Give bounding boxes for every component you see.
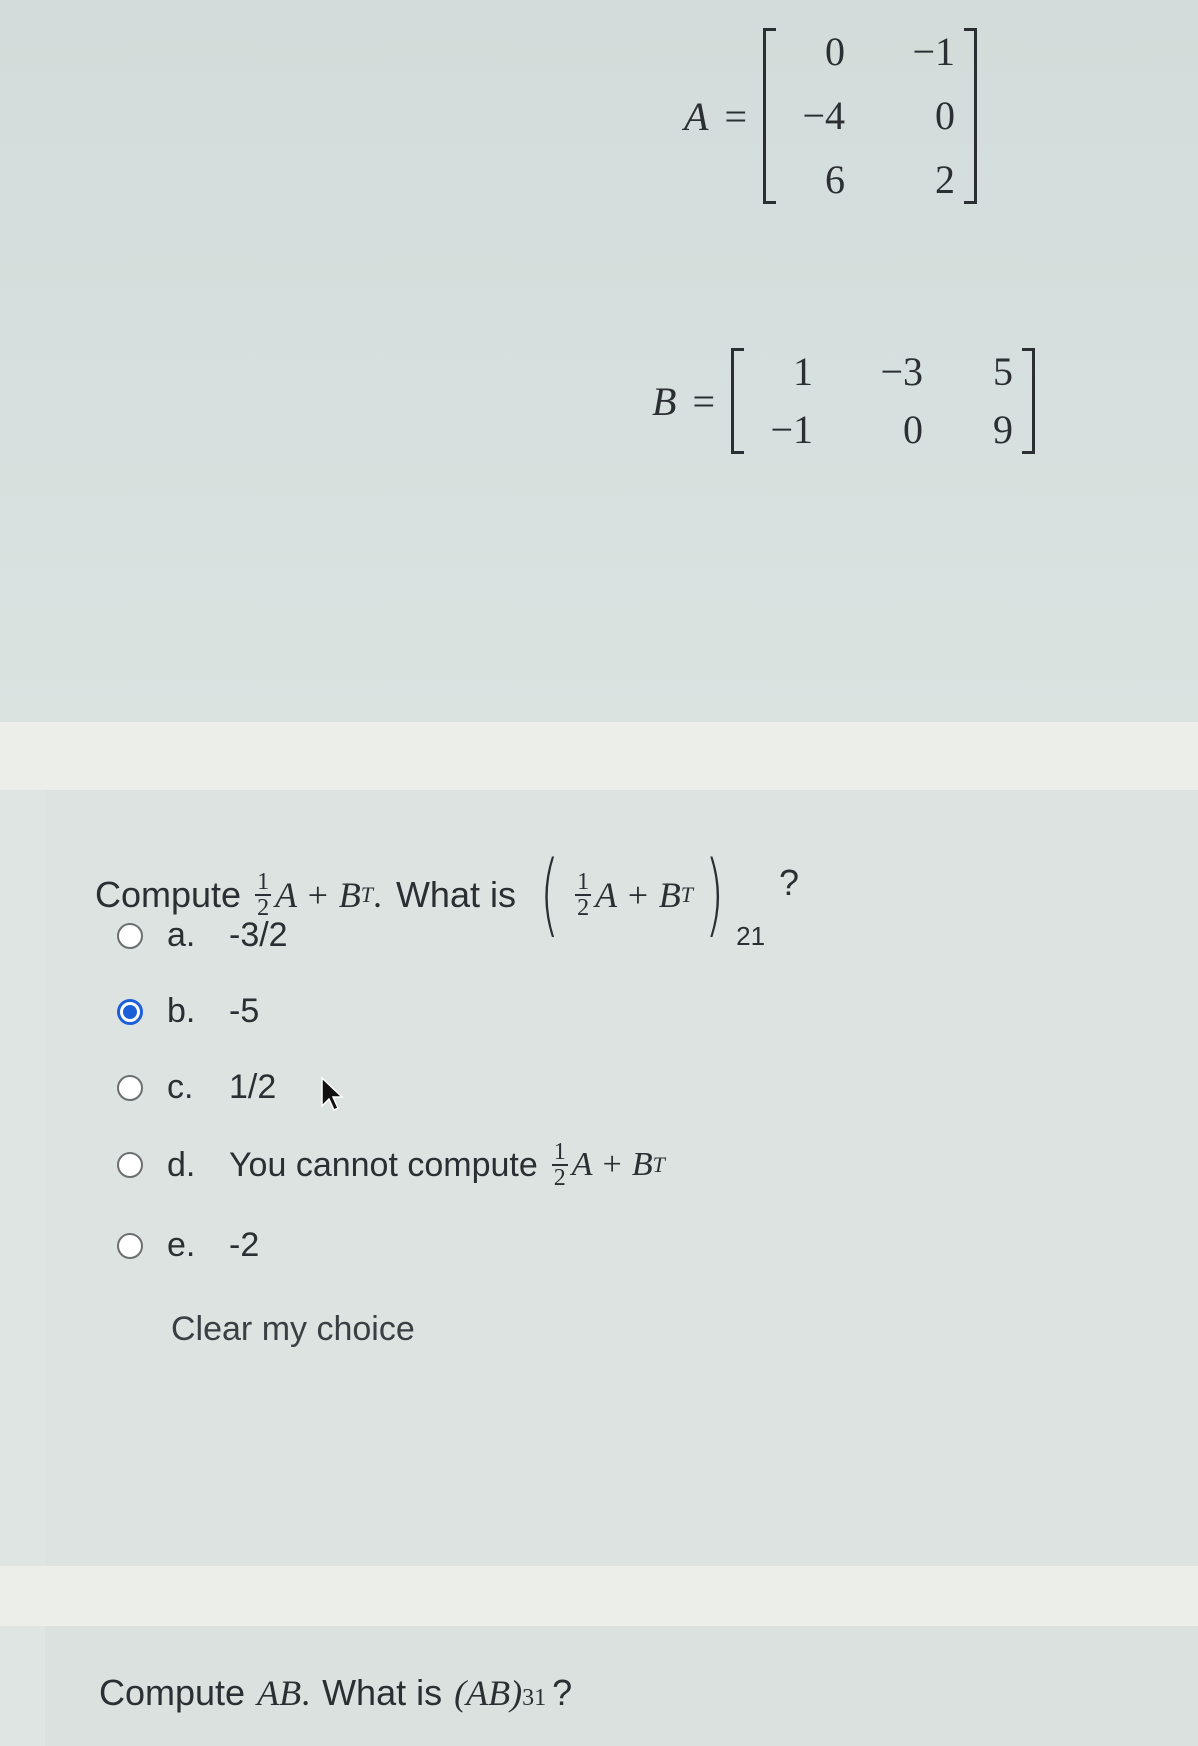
matrix-a-cell: −4 <box>802 93 845 138</box>
question-2-qmark: ? <box>552 1672 573 1713</box>
option-c-text: 1/2 <box>229 1068 277 1106</box>
option-d-letter: d. <box>167 1145 196 1184</box>
question-2-prefix: Compute <box>99 1672 246 1713</box>
fraction-numerator: 1 <box>257 869 270 895</box>
option-d-superscript: T <box>652 1152 665 1177</box>
fraction-denominator: 2 <box>553 1165 566 1191</box>
fraction-numerator: 1 <box>577 869 590 895</box>
matrix-b-cell: 1 <box>793 349 813 394</box>
matrix-b-equation <box>652 348 1035 454</box>
clear-choice-link[interactable]: Clear my choice <box>171 1310 415 1348</box>
matrix-a-equation <box>684 28 977 204</box>
fraction-denominator: 2 <box>577 895 590 921</box>
matrix-a-cell: −1 <box>912 29 955 74</box>
option-d[interactable] <box>117 1140 665 1190</box>
fraction-denominator: 2 <box>257 895 270 921</box>
left-paren: ( <box>539 842 560 947</box>
question-2-expression: AB <box>257 1673 302 1713</box>
option-a-text: -3/2 <box>229 916 288 954</box>
mouse-cursor-icon <box>320 1076 348 1116</box>
matrix-b-cell: −1 <box>770 407 813 452</box>
matrix-b-right-bracket <box>1022 348 1035 454</box>
question-2-period: . <box>301 1673 311 1713</box>
matrix-a <box>763 28 977 204</box>
entry-subscript: 21 <box>736 921 766 951</box>
matrix-b-cell: 9 <box>993 407 1013 452</box>
option-a-letter: a. <box>167 916 196 954</box>
transpose-superscript-2: T <box>680 882 693 907</box>
option-b-letter: b. <box>167 992 196 1030</box>
question-1-qmark: ? <box>779 862 800 903</box>
option-d-fraction <box>552 1140 568 1190</box>
option-c-radio[interactable] <box>117 1075 143 1101</box>
matrix-a-left-bracket <box>763 28 776 204</box>
matrix-panel <box>0 0 1198 722</box>
matrix-b <box>731 348 1035 454</box>
question-1-expression: A + B <box>275 875 361 915</box>
option-c-letter: c. <box>167 1068 194 1106</box>
question-1-expression-2: A + B <box>595 875 681 915</box>
matrix-b-cell: 5 <box>993 349 1013 394</box>
section-divider-2 <box>0 1566 1198 1626</box>
matrix-a-label: A <box>684 93 709 139</box>
option-b-text: -5 <box>229 992 260 1030</box>
fraction-numerator: 1 <box>553 1139 566 1165</box>
matrix-a-cell: 2 <box>935 157 955 202</box>
matrix-b-cell: 0 <box>903 407 923 452</box>
matrix-b-label: B <box>652 378 677 424</box>
option-e-letter: e. <box>167 1226 196 1264</box>
question-2-what: What is <box>322 1672 443 1713</box>
transpose-superscript: T <box>360 882 373 907</box>
half-fraction-2 <box>575 870 591 920</box>
half-fraction <box>255 870 271 920</box>
question-2-text <box>99 1672 572 1714</box>
option-e-text: -2 <box>229 1226 260 1264</box>
option-b[interactable] <box>117 992 259 1031</box>
question-1-period: . <box>372 875 382 915</box>
option-d-radio[interactable] <box>117 1152 143 1178</box>
matrix-b-cell: −3 <box>880 349 923 394</box>
option-b-radio[interactable] <box>117 999 143 1025</box>
question-1-what: What is <box>395 874 516 915</box>
question-2-panel <box>45 1626 1198 1746</box>
option-a[interactable] <box>117 916 288 955</box>
question-1-panel <box>45 790 1198 1566</box>
matrix-a-cell: 0 <box>825 29 845 74</box>
option-c[interactable] <box>117 1068 276 1107</box>
option-d-text: You cannot compute <box>229 1145 538 1184</box>
question-2-paren-expression: (AB) <box>454 1673 523 1713</box>
question-1-prefix: Compute <box>95 874 242 915</box>
option-d-expression: A + B <box>571 1146 653 1183</box>
matrix-a-cell: 0 <box>935 93 955 138</box>
matrix-b-equals: = <box>692 378 715 424</box>
question-2-subscript: 31 <box>522 1685 547 1711</box>
right-paren: ) <box>704 842 725 947</box>
option-a-radio[interactable] <box>117 923 143 949</box>
option-e[interactable] <box>117 1226 259 1265</box>
matrix-a-equals: = <box>724 93 747 139</box>
matrix-a-right-bracket <box>964 28 977 204</box>
matrix-a-cell: 6 <box>825 157 845 202</box>
option-e-radio[interactable] <box>117 1233 143 1259</box>
section-divider <box>0 722 1198 790</box>
matrix-b-left-bracket <box>731 348 744 454</box>
radio-selected-dot <box>123 1005 137 1019</box>
